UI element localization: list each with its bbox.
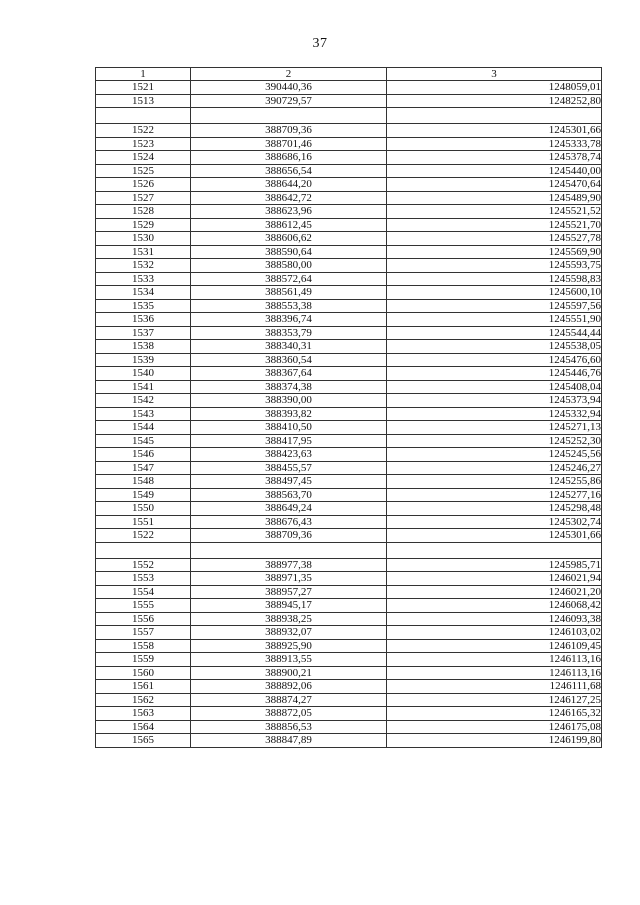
point-number-cell: 1522 [96, 124, 191, 138]
x-coordinate-cell: 388367,64 [191, 367, 387, 381]
point-number-cell: 1535 [96, 299, 191, 313]
x-coordinate-cell: 390729,57 [191, 94, 387, 108]
point-number-cell: 1513 [96, 94, 191, 108]
point-number-cell: 1534 [96, 286, 191, 300]
x-coordinate-cell: 388644,20 [191, 178, 387, 192]
x-coordinate-cell: 388561,49 [191, 286, 387, 300]
y-coordinate-cell: 1245333,78 [387, 137, 602, 151]
point-number-cell: 1538 [96, 340, 191, 354]
x-coordinate-cell: 388340,31 [191, 340, 387, 354]
table-row [96, 380, 602, 394]
table-row [96, 572, 602, 586]
point-number-cell: 1525 [96, 164, 191, 178]
empty-cell [96, 108, 191, 124]
y-coordinate-cell: 1245301,66 [387, 124, 602, 138]
y-coordinate-cell: 1245598,83 [387, 272, 602, 286]
y-coordinate-cell: 1246199,80 [387, 734, 602, 748]
x-coordinate-cell: 388572,64 [191, 272, 387, 286]
page-number: 37 [312, 36, 328, 51]
y-coordinate-cell: 1245373,94 [387, 394, 602, 408]
point-number-cell: 1527 [96, 191, 191, 205]
table-row [96, 151, 602, 165]
y-coordinate-cell: 1246127,25 [387, 693, 602, 707]
empty-cell [191, 542, 387, 558]
point-number-cell: 1530 [96, 232, 191, 246]
y-coordinate-cell: 1245271,13 [387, 421, 602, 435]
x-coordinate-cell: 388606,62 [191, 232, 387, 246]
table-row [96, 367, 602, 381]
point-number-cell: 1521 [96, 81, 191, 95]
table-row [96, 720, 602, 734]
table-row [96, 286, 602, 300]
x-coordinate-cell: 388957,27 [191, 585, 387, 599]
y-coordinate-cell: 1245593,75 [387, 259, 602, 273]
y-coordinate-cell: 1245440,00 [387, 164, 602, 178]
x-coordinate-cell: 388977,38 [191, 558, 387, 572]
table-row [96, 612, 602, 626]
x-coordinate-cell: 388874,27 [191, 693, 387, 707]
empty-cell [96, 542, 191, 558]
table-row [96, 666, 602, 680]
table-row [96, 626, 602, 640]
x-coordinate-cell: 388847,89 [191, 734, 387, 748]
y-coordinate-cell: 1245544,44 [387, 326, 602, 340]
y-coordinate-cell: 1245600,10 [387, 286, 602, 300]
point-number-cell: 1555 [96, 599, 191, 613]
y-coordinate-cell: 1246093,38 [387, 612, 602, 626]
point-number-cell: 1558 [96, 639, 191, 653]
x-coordinate-cell: 388701,46 [191, 137, 387, 151]
y-coordinate-cell: 1245569,90 [387, 245, 602, 259]
y-coordinate-cell: 1245252,30 [387, 434, 602, 448]
table-body [96, 81, 602, 748]
table-row [96, 488, 602, 502]
empty-cell [387, 542, 602, 558]
x-coordinate-cell: 388353,79 [191, 326, 387, 340]
x-coordinate-cell: 388709,36 [191, 124, 387, 138]
table-row [96, 585, 602, 599]
y-coordinate-cell: 1246113,16 [387, 666, 602, 680]
x-coordinate-cell: 388590,64 [191, 245, 387, 259]
x-coordinate-cell: 388393,82 [191, 407, 387, 421]
column-header-1: 1 [96, 68, 191, 81]
table-row [96, 558, 602, 572]
x-coordinate-cell: 388580,00 [191, 259, 387, 273]
point-number-cell: 1528 [96, 205, 191, 219]
x-coordinate-cell: 388686,16 [191, 151, 387, 165]
table-row [96, 515, 602, 529]
x-coordinate-cell: 388396,74 [191, 313, 387, 327]
y-coordinate-cell: 1245378,74 [387, 151, 602, 165]
point-number-cell: 1543 [96, 407, 191, 421]
point-number-cell: 1556 [96, 612, 191, 626]
y-coordinate-cell: 1245298,48 [387, 502, 602, 516]
x-coordinate-cell: 388913,55 [191, 653, 387, 667]
point-number-cell: 1559 [96, 653, 191, 667]
point-number-cell: 1554 [96, 585, 191, 599]
table-row [96, 599, 602, 613]
x-coordinate-cell: 388642,72 [191, 191, 387, 205]
table-row [96, 421, 602, 435]
table-row [96, 407, 602, 421]
x-coordinate-cell: 388360,54 [191, 353, 387, 367]
y-coordinate-cell: 1248252,80 [387, 94, 602, 108]
y-coordinate-cell: 1245245,56 [387, 448, 602, 462]
y-coordinate-cell: 1246165,32 [387, 707, 602, 721]
y-coordinate-cell: 1245489,90 [387, 191, 602, 205]
y-coordinate-cell: 1246068,42 [387, 599, 602, 613]
x-coordinate-cell: 388410,50 [191, 421, 387, 435]
y-coordinate-cell: 1245301,66 [387, 529, 602, 543]
point-number-cell: 1562 [96, 693, 191, 707]
table-row [96, 353, 602, 367]
table-row [96, 734, 602, 748]
y-coordinate-cell: 1246021,94 [387, 572, 602, 586]
x-coordinate-cell: 388900,21 [191, 666, 387, 680]
table-row [96, 94, 602, 108]
table-row [96, 137, 602, 151]
y-coordinate-cell: 1245476,60 [387, 353, 602, 367]
table-row [96, 680, 602, 694]
x-coordinate-cell: 390440,36 [191, 81, 387, 95]
table-row [96, 299, 602, 313]
table-row [96, 124, 602, 138]
table-row [96, 502, 602, 516]
y-coordinate-cell: 1246103,02 [387, 626, 602, 640]
y-coordinate-cell: 1245527,78 [387, 232, 602, 246]
point-number-cell: 1547 [96, 461, 191, 475]
y-coordinate-cell: 1245302,74 [387, 515, 602, 529]
point-number-cell: 1523 [96, 137, 191, 151]
point-number-cell: 1563 [96, 707, 191, 721]
point-number-cell: 1536 [96, 313, 191, 327]
x-coordinate-cell: 388925,90 [191, 639, 387, 653]
x-coordinate-cell: 388709,36 [191, 529, 387, 543]
empty-cell [191, 108, 387, 124]
x-coordinate-cell: 388649,24 [191, 502, 387, 516]
y-coordinate-cell: 1245470,64 [387, 178, 602, 192]
y-coordinate-cell: 1246175,08 [387, 720, 602, 734]
point-number-cell: 1553 [96, 572, 191, 586]
x-coordinate-cell: 388938,25 [191, 612, 387, 626]
y-coordinate-cell: 1245332,94 [387, 407, 602, 421]
point-number-cell: 1542 [96, 394, 191, 408]
table-row [96, 232, 602, 246]
table-row [96, 693, 602, 707]
point-number-cell: 1545 [96, 434, 191, 448]
column-header-3: 3 [387, 68, 602, 81]
y-coordinate-cell: 1245408,04 [387, 380, 602, 394]
point-number-cell: 1533 [96, 272, 191, 286]
point-number-cell: 1565 [96, 734, 191, 748]
table-row [96, 529, 602, 543]
y-coordinate-cell: 1246111,68 [387, 680, 602, 694]
table-row [96, 434, 602, 448]
y-coordinate-cell: 1245255,86 [387, 475, 602, 489]
table-row [96, 461, 602, 475]
column-header-2: 2 [191, 68, 387, 81]
point-number-cell: 1541 [96, 380, 191, 394]
x-coordinate-cell: 388553,38 [191, 299, 387, 313]
x-coordinate-cell: 388497,45 [191, 475, 387, 489]
point-number-cell: 1539 [96, 353, 191, 367]
point-number-cell: 1561 [96, 680, 191, 694]
x-coordinate-cell: 388676,43 [191, 515, 387, 529]
table-row [96, 326, 602, 340]
x-coordinate-cell: 388945,17 [191, 599, 387, 613]
point-number-cell: 1526 [96, 178, 191, 192]
x-coordinate-cell: 388656,54 [191, 164, 387, 178]
x-coordinate-cell: 388971,35 [191, 572, 387, 586]
table-row [96, 164, 602, 178]
y-coordinate-cell: 1246113,16 [387, 653, 602, 667]
table-row [96, 191, 602, 205]
point-number-cell: 1524 [96, 151, 191, 165]
table-row [96, 272, 602, 286]
x-coordinate-cell: 388563,70 [191, 488, 387, 502]
table-row [96, 448, 602, 462]
table-row [96, 394, 602, 408]
point-number-cell: 1522 [96, 529, 191, 543]
x-coordinate-cell: 388455,57 [191, 461, 387, 475]
table-row [96, 205, 602, 219]
point-number-cell: 1564 [96, 720, 191, 734]
group-separator-row [96, 108, 602, 124]
point-number-cell: 1546 [96, 448, 191, 462]
table-row [96, 313, 602, 327]
y-coordinate-cell: 1245521,52 [387, 205, 602, 219]
table-row [96, 178, 602, 192]
x-coordinate-cell: 388623,96 [191, 205, 387, 219]
point-number-cell: 1544 [96, 421, 191, 435]
table-row [96, 340, 602, 354]
y-coordinate-cell: 1245277,16 [387, 488, 602, 502]
table-row [96, 475, 602, 489]
point-number-cell: 1540 [96, 367, 191, 381]
y-coordinate-cell: 1245551,90 [387, 313, 602, 327]
point-number-cell: 1550 [96, 502, 191, 516]
x-coordinate-cell: 388423,63 [191, 448, 387, 462]
y-coordinate-cell: 1245538,05 [387, 340, 602, 354]
point-number-cell: 1557 [96, 626, 191, 640]
x-coordinate-cell: 388374,38 [191, 380, 387, 394]
y-coordinate-cell: 1245597,56 [387, 299, 602, 313]
point-number-cell: 1551 [96, 515, 191, 529]
point-number-cell: 1549 [96, 488, 191, 502]
point-number-cell: 1532 [96, 259, 191, 273]
point-number-cell: 1548 [96, 475, 191, 489]
table-row [96, 707, 602, 721]
empty-cell [387, 108, 602, 124]
table-row [96, 639, 602, 653]
table-row [96, 653, 602, 667]
y-coordinate-cell: 1245521,70 [387, 218, 602, 232]
coordinates-table [95, 67, 602, 748]
point-number-cell: 1529 [96, 218, 191, 232]
x-coordinate-cell: 388417,95 [191, 434, 387, 448]
x-coordinate-cell: 388932,07 [191, 626, 387, 640]
table-header-row [96, 68, 602, 81]
x-coordinate-cell: 388892,06 [191, 680, 387, 694]
y-coordinate-cell: 1248059,01 [387, 81, 602, 95]
table-row [96, 218, 602, 232]
x-coordinate-cell: 388856,53 [191, 720, 387, 734]
table-row [96, 245, 602, 259]
y-coordinate-cell: 1245985,71 [387, 558, 602, 572]
y-coordinate-cell: 1246109,45 [387, 639, 602, 653]
y-coordinate-cell: 1246021,20 [387, 585, 602, 599]
point-number-cell: 1531 [96, 245, 191, 259]
point-number-cell: 1537 [96, 326, 191, 340]
point-number-cell: 1552 [96, 558, 191, 572]
table-row [96, 81, 602, 95]
point-number-cell: 1560 [96, 666, 191, 680]
x-coordinate-cell: 388390,00 [191, 394, 387, 408]
group-separator-row [96, 542, 602, 558]
x-coordinate-cell: 388872,05 [191, 707, 387, 721]
table-row [96, 259, 602, 273]
y-coordinate-cell: 1245446,76 [387, 367, 602, 381]
y-coordinate-cell: 1245246,27 [387, 461, 602, 475]
x-coordinate-cell: 388612,45 [191, 218, 387, 232]
